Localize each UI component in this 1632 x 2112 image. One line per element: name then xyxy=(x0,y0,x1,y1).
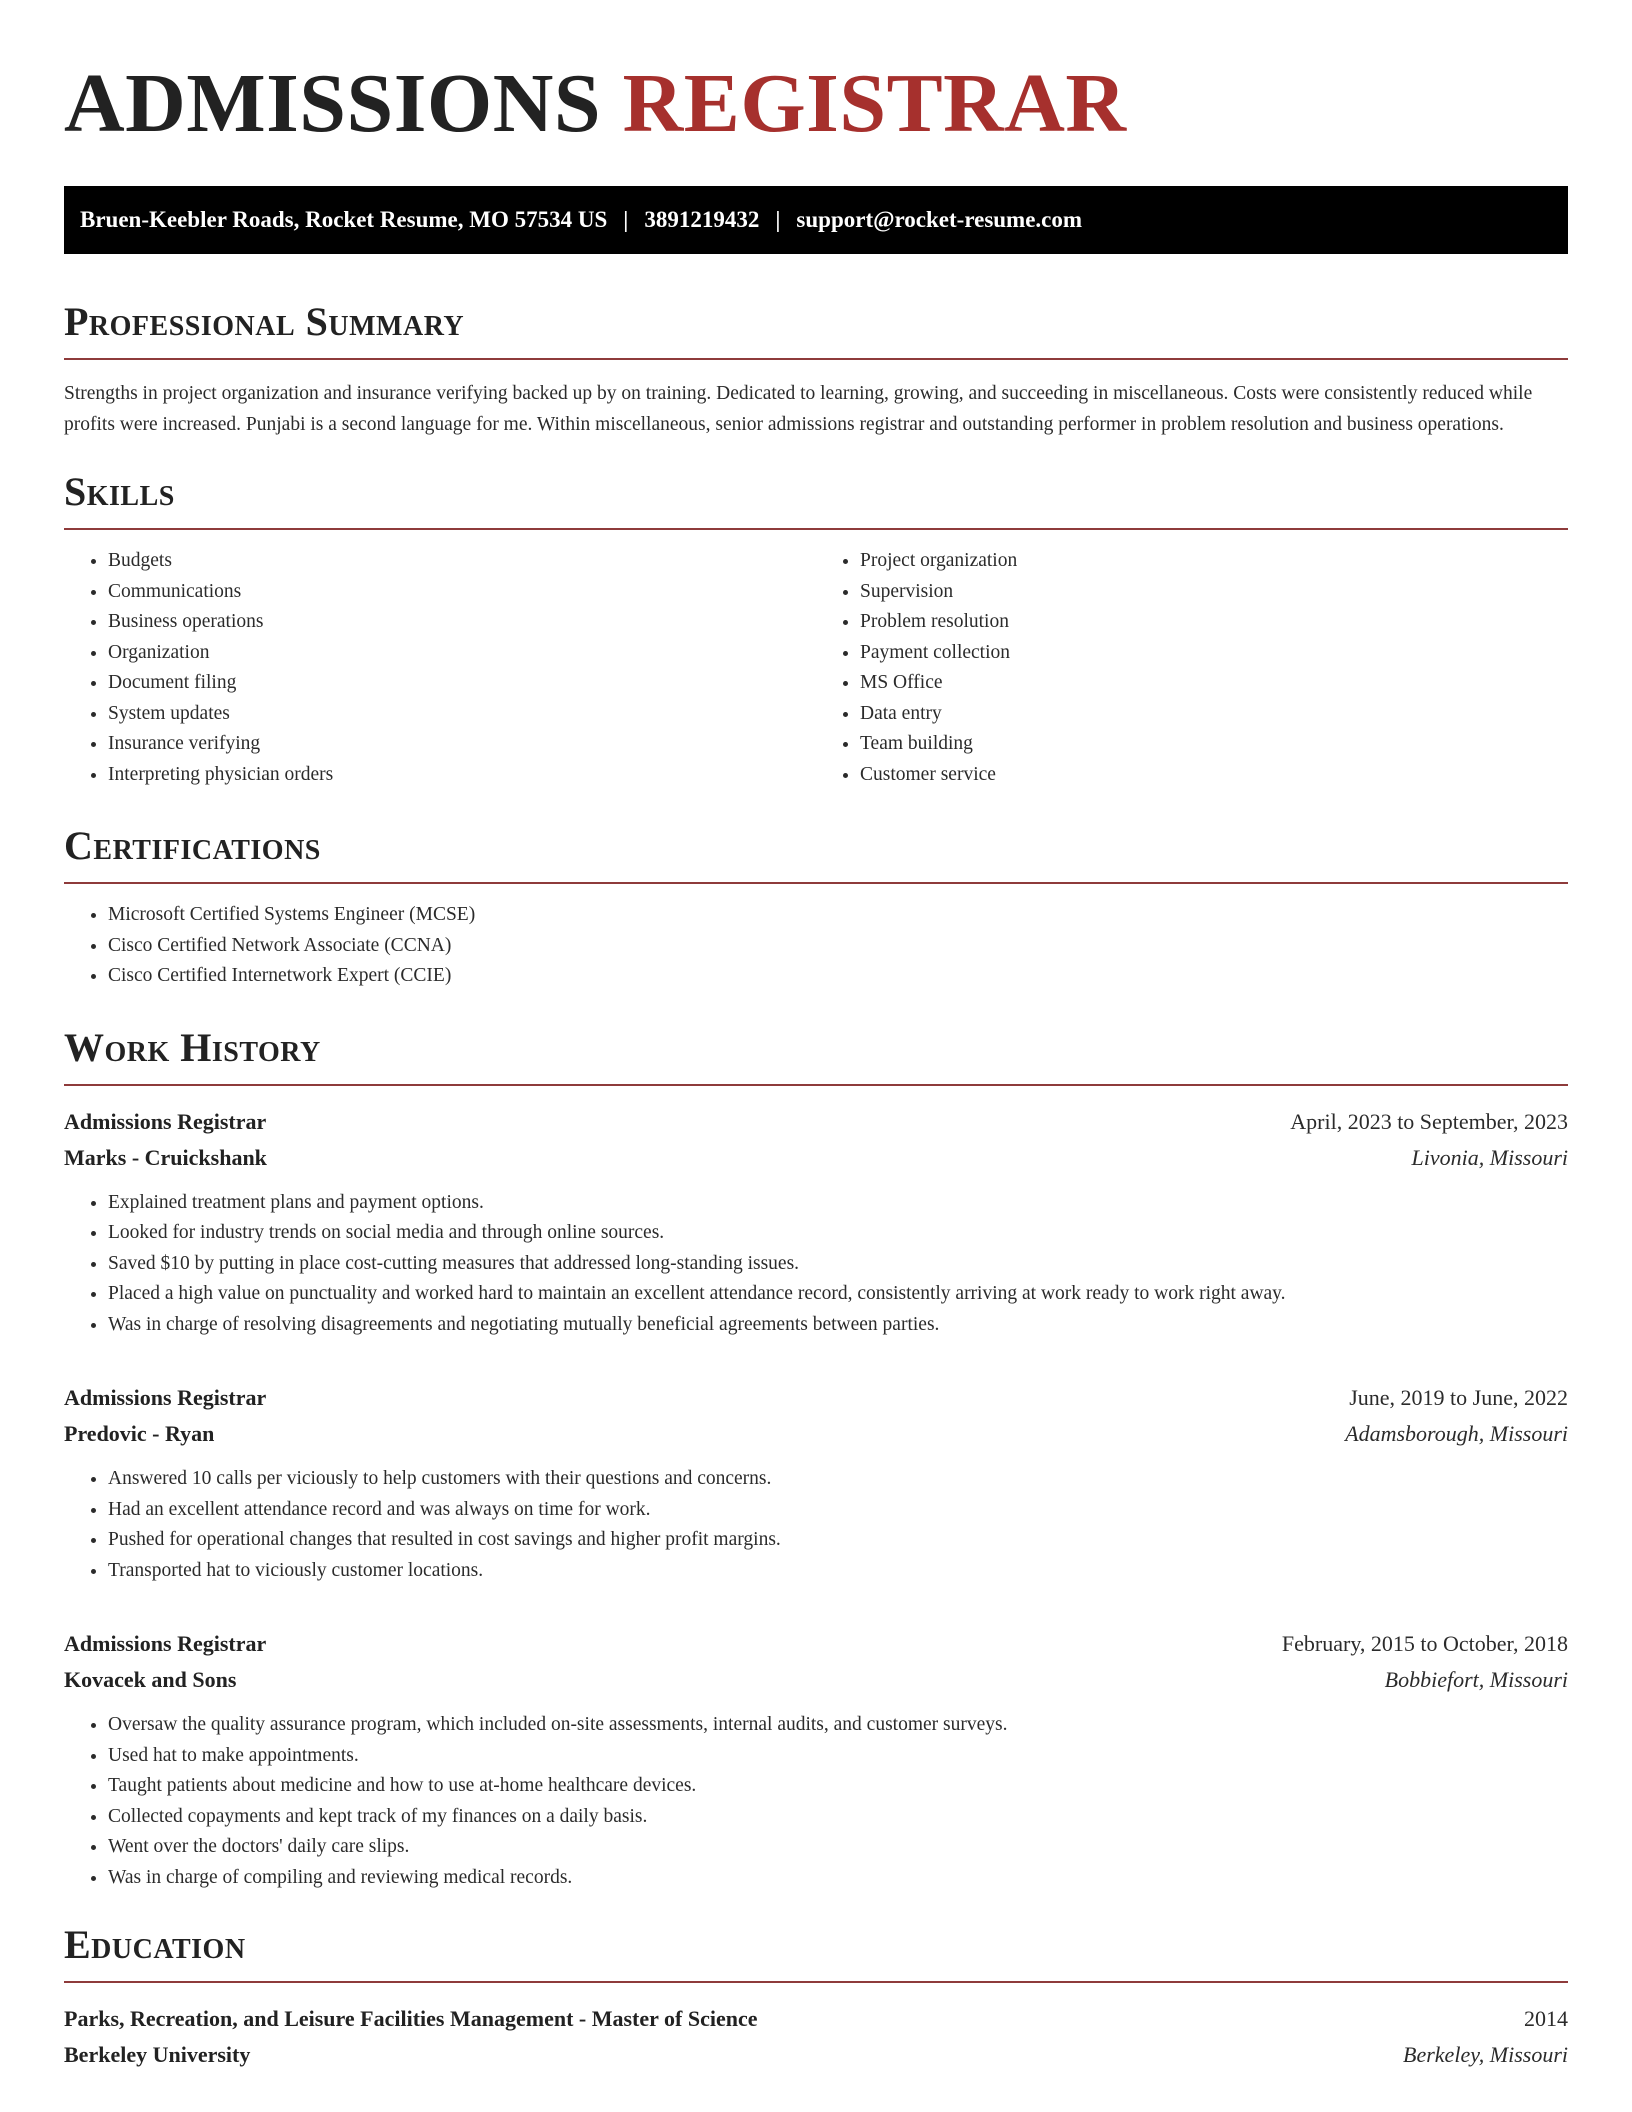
certification-item: • Microsoft Certified Systems Engineer (MCSE) xyxy=(108,900,1568,931)
job-company-row xyxy=(64,1662,1568,1698)
job-entry xyxy=(64,1104,1568,1341)
section-title-skills: Skills xyxy=(64,469,175,514)
skills-list-right xyxy=(816,546,1568,790)
job-bullet: • Taught patients about medicine and how to use at-home healthcare devices. xyxy=(108,1771,1568,1802)
job-bullet: • Oversaw the quality assurance program, which included on-site assessments, internal audits, and customer surveys. xyxy=(108,1710,1568,1741)
job-location: Adamsborough, Missouri xyxy=(1345,1421,1568,1446)
education-school: Berkeley University xyxy=(64,2042,251,2067)
skill-item: • Interpreting physician orders xyxy=(108,760,816,791)
skill-item: • Business operations xyxy=(108,607,816,638)
section-title-summary: Professional Summary xyxy=(64,299,465,344)
job-bullet: • Answered 10 calls per viciously to help customers with their questions and concerns. xyxy=(108,1464,1568,1495)
skill-item: • Data entry xyxy=(860,699,1568,730)
section-divider xyxy=(64,1981,1568,1983)
skills-section xyxy=(64,468,1568,790)
job-bullet: • Collected copayments and kept track of my finances on a daily basis. xyxy=(108,1802,1568,1833)
job-entry xyxy=(64,1380,1568,1586)
name-first: ADMISSIONS xyxy=(64,57,602,150)
skill-item: • Customer service xyxy=(860,760,1568,791)
job-company-row xyxy=(64,1416,1568,1452)
job-location: Livonia, Missouri xyxy=(1411,1144,1568,1170)
job-header-row xyxy=(64,1104,1568,1140)
work-history-section xyxy=(64,1024,1568,1894)
section-title-work-history: Work History xyxy=(64,1024,321,1070)
skill-item: • Document filing xyxy=(108,668,816,699)
education-section xyxy=(64,1921,1568,2073)
job-dates: June, 2019 to June, 2022 xyxy=(1349,1385,1568,1410)
education-degree-row xyxy=(64,2001,1568,2037)
job-bullet: • Used hat to make appointments. xyxy=(108,1741,1568,1772)
skill-item: • Payment collection xyxy=(860,638,1568,669)
section-divider xyxy=(64,358,1568,360)
section-title-certifications: Certifications xyxy=(64,823,321,868)
job-bullet: • Saved $10 by putting in place cost-cutting measures that addressed long-standing issues. xyxy=(108,1249,1568,1280)
job-bullet: • Transported hat to viciously customer locations. xyxy=(108,1556,1568,1587)
contact-separator: | xyxy=(623,207,629,232)
education-year: 2014 xyxy=(1524,2006,1568,2031)
skills-columns xyxy=(64,546,1568,790)
skill-item: • Project organization xyxy=(860,546,1568,577)
job-bullet: • Explained treatment plans and payment options. xyxy=(108,1188,1568,1219)
job-dates: April, 2023 to September, 2023 xyxy=(1290,1108,1568,1134)
skill-item: • Communications xyxy=(108,577,816,608)
skill-item: • System updates xyxy=(108,699,816,730)
section-divider xyxy=(64,1084,1568,1086)
section-divider xyxy=(64,882,1568,884)
education-degree: Parks, Recreation, and Leisure Facilities Management - Master of Science xyxy=(64,2006,758,2031)
job-bullets xyxy=(64,1188,1568,1341)
certification-item: • Cisco Certified Internetwork Expert (CCIE) xyxy=(108,961,1568,992)
certifications-section xyxy=(64,822,1568,992)
summary-section xyxy=(64,298,1568,440)
skill-item: • Problem resolution xyxy=(860,607,1568,638)
job-bullet: • Had an excellent attendance record and was always on time for work. xyxy=(108,1495,1568,1526)
job-location: Bobbiefort, Missouri xyxy=(1384,1667,1568,1692)
contact-bar xyxy=(64,186,1568,254)
section-title-education: Education xyxy=(64,1922,246,1967)
skill-item: • Team building xyxy=(860,729,1568,760)
job-header-row xyxy=(64,1380,1568,1416)
job-bullet: • Looked for industry trends on social media and through online sources. xyxy=(108,1218,1568,1249)
education-school-row xyxy=(64,2037,1568,2073)
contact-email: support@rocket-resume.com xyxy=(796,207,1083,232)
job-bullet: • Pushed for operational changes that resulted in cost savings and higher profit margins. xyxy=(108,1525,1568,1556)
job-company: Predovic - Ryan xyxy=(64,1421,215,1446)
skill-item: • Budgets xyxy=(108,546,816,577)
job-bullet: • Placed a high value on punctuality and worked hard to maintain an excellent attendance record, consistently arriving at work ready to work right away. xyxy=(108,1279,1568,1310)
job-role: Admissions Registrar xyxy=(64,1108,267,1134)
job-company-row xyxy=(64,1140,1568,1176)
skill-item: • MS Office xyxy=(860,668,1568,699)
section-divider xyxy=(64,528,1568,530)
skill-item: • Insurance verifying xyxy=(108,729,816,760)
contact-phone: 3891219432 xyxy=(644,207,760,232)
education-entry xyxy=(64,2001,1568,2073)
name-last: REGISTRAR xyxy=(622,57,1127,150)
job-header-row xyxy=(64,1626,1568,1662)
contact-address: Bruen-Keebler Roads, Rocket Resume, MO 57534 US xyxy=(80,207,608,232)
job-entry xyxy=(64,1626,1568,1893)
job-bullets xyxy=(64,1710,1568,1893)
job-bullets xyxy=(64,1464,1568,1586)
job-bullet: • Was in charge of compiling and reviewing medical records. xyxy=(108,1863,1568,1894)
job-role: Admissions Registrar xyxy=(64,1631,267,1656)
certification-item: • Cisco Certified Network Associate (CCNA) xyxy=(108,931,1568,962)
certifications-list xyxy=(64,900,1568,992)
skill-item: • Supervision xyxy=(860,577,1568,608)
job-company: Marks - Cruickshank xyxy=(64,1144,267,1170)
job-bullet: • Was in charge of resolving disagreements and negotiating mutually beneficial agreements between parties. xyxy=(108,1310,1568,1341)
job-company: Kovacek and Sons xyxy=(64,1667,237,1692)
job-dates: February, 2015 to October, 2018 xyxy=(1281,1631,1568,1656)
skills-list-left xyxy=(64,546,816,790)
candidate-name xyxy=(64,0,1568,152)
job-role: Admissions Registrar xyxy=(64,1385,267,1410)
job-bullet: • Went over the doctors' daily care slips. xyxy=(108,1832,1568,1863)
skill-item: • Organization xyxy=(108,638,816,669)
contact-separator: | xyxy=(775,207,781,232)
education-location: Berkeley, Missouri xyxy=(1403,2042,1568,2067)
summary-text: Strengths in project organization and insurance verifying backed up by on training. Dedicated to learning, growing, and succeeding in miscellaneous. Costs were consistently reduced while profits were increased. Punjabi is a second language for me. Within miscellaneous, senior admissions registrar and outstanding performer in problem resolution and business operations. xyxy=(64,383,1533,435)
